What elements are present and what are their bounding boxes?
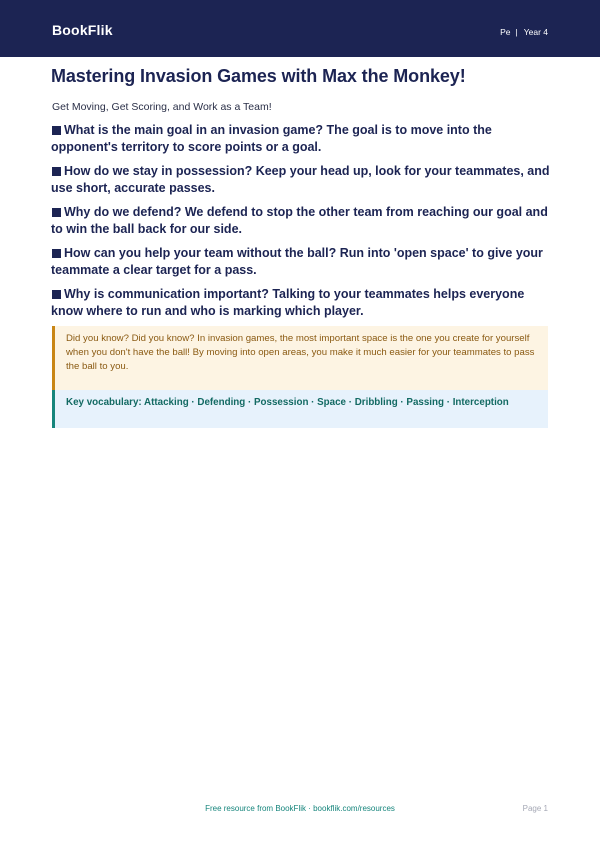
did-you-know-callout bbox=[52, 326, 548, 390]
page-title: Mastering Invasion Games with Max the Monkey! bbox=[51, 66, 466, 86]
question-item-2 bbox=[51, 163, 551, 197]
question-text: What is the main goal in an invasion game? The goal is to move into the opponent's territory to score points or a goal. bbox=[51, 123, 492, 154]
question-text: How do we stay in possession? Keep your head up, look for your teammates, and use short, accurate passes. bbox=[51, 164, 550, 195]
page-subtitle: Get Moving, Get Scoring, and Work as a Team! bbox=[52, 101, 272, 113]
question-text: How can you help your team without the ball? Run into 'open space' to give your teammate a clear target for a pass. bbox=[51, 246, 543, 277]
vocabulary-box bbox=[52, 390, 548, 428]
question-item-1 bbox=[51, 122, 551, 156]
worksheet-content bbox=[51, 64, 551, 327]
page-footer bbox=[0, 803, 600, 815]
question-text: Why do we defend? We defend to stop the other team from reaching our goal and to win the ball back for our side. bbox=[51, 205, 548, 236]
question-list bbox=[51, 122, 551, 320]
question-item-5 bbox=[51, 286, 551, 320]
page-header bbox=[0, 0, 600, 57]
question-item-3 bbox=[51, 204, 551, 238]
square-bullet-icon bbox=[52, 208, 61, 217]
question-item-4 bbox=[51, 245, 551, 279]
subject-label: Pe bbox=[500, 27, 511, 37]
brand-logo-text: BookFlik bbox=[52, 22, 113, 38]
square-bullet-icon bbox=[52, 290, 61, 299]
header-meta bbox=[500, 28, 548, 37]
footer-resource-link[interactable]: Free resource from BookFlik · bookflik.com/resources bbox=[205, 804, 395, 813]
callout-text: Did you know? Did you know? In invasion games, the most important space is the one you create for yourself when you don't have the ball! By moving into open areas, you make it much easier for your teammates to pass the ball to you. bbox=[66, 333, 535, 372]
square-bullet-icon bbox=[52, 167, 61, 176]
year-label: Year 4 bbox=[523, 27, 548, 37]
square-bullet-icon bbox=[52, 126, 61, 135]
square-bullet-icon bbox=[52, 249, 61, 258]
page-number: Page 1 bbox=[522, 804, 548, 813]
header-separator: | bbox=[515, 27, 518, 37]
question-text: Why is communication important? Talking to your teammates helps everyone know where to run and who is marking which player. bbox=[51, 287, 525, 318]
vocabulary-text: Key vocabulary: Attacking · Defending · Possession · Space · Dribbling · Passing · Interception bbox=[66, 397, 509, 408]
